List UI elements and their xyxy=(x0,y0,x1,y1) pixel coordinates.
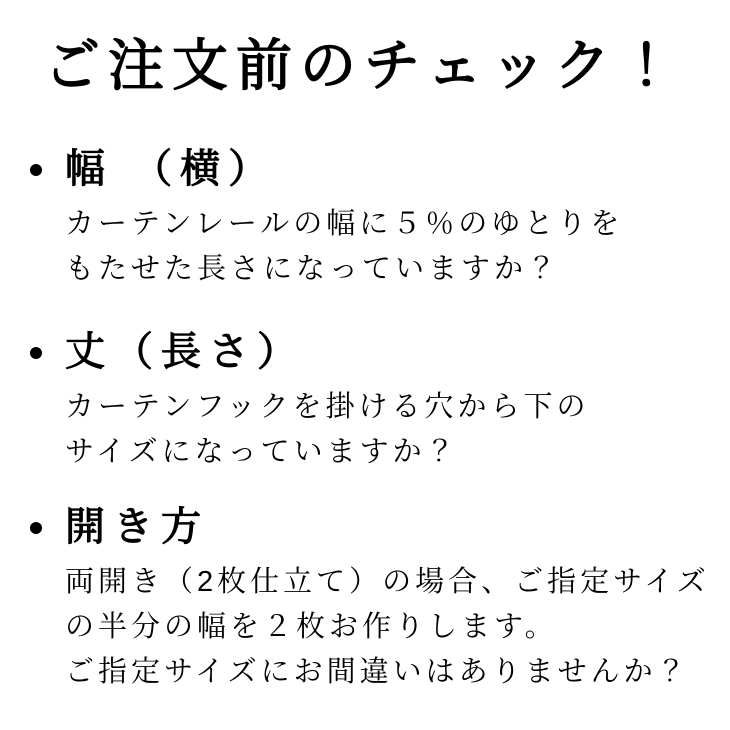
check-item-heading: 開き方 xyxy=(65,505,209,549)
check-item-length xyxy=(0,331,730,475)
check-item-text-line: サイズになっていますか？ xyxy=(65,436,459,468)
check-item-text-line: 両開き（2枚仕立て）の場合、ご指定サイズ xyxy=(65,566,710,598)
check-item-text-line: もたせた長さになっていますか？ xyxy=(65,253,561,285)
check-item-text-line: カーテンフックを掛ける穴から下の xyxy=(65,391,590,423)
check-item-heading: 幅 （横） xyxy=(65,147,277,191)
bullet-icon xyxy=(30,347,42,359)
check-item-heading: 丈（長さ） xyxy=(65,330,305,374)
check-item-text-line: の半分の幅を２枚お作りします。 xyxy=(65,611,558,643)
check-item-text-line: ご指定サイズにお間違いはありませんか？ xyxy=(65,656,690,688)
check-item-width xyxy=(0,148,730,292)
bullet-icon xyxy=(30,522,42,534)
bullet-icon xyxy=(30,164,42,176)
page-title: ご注文前のチェック！ xyxy=(44,34,683,97)
check-item-opening xyxy=(0,506,730,695)
check-item-text-line: カーテンレールの幅に５％のゆとりを xyxy=(65,208,624,240)
